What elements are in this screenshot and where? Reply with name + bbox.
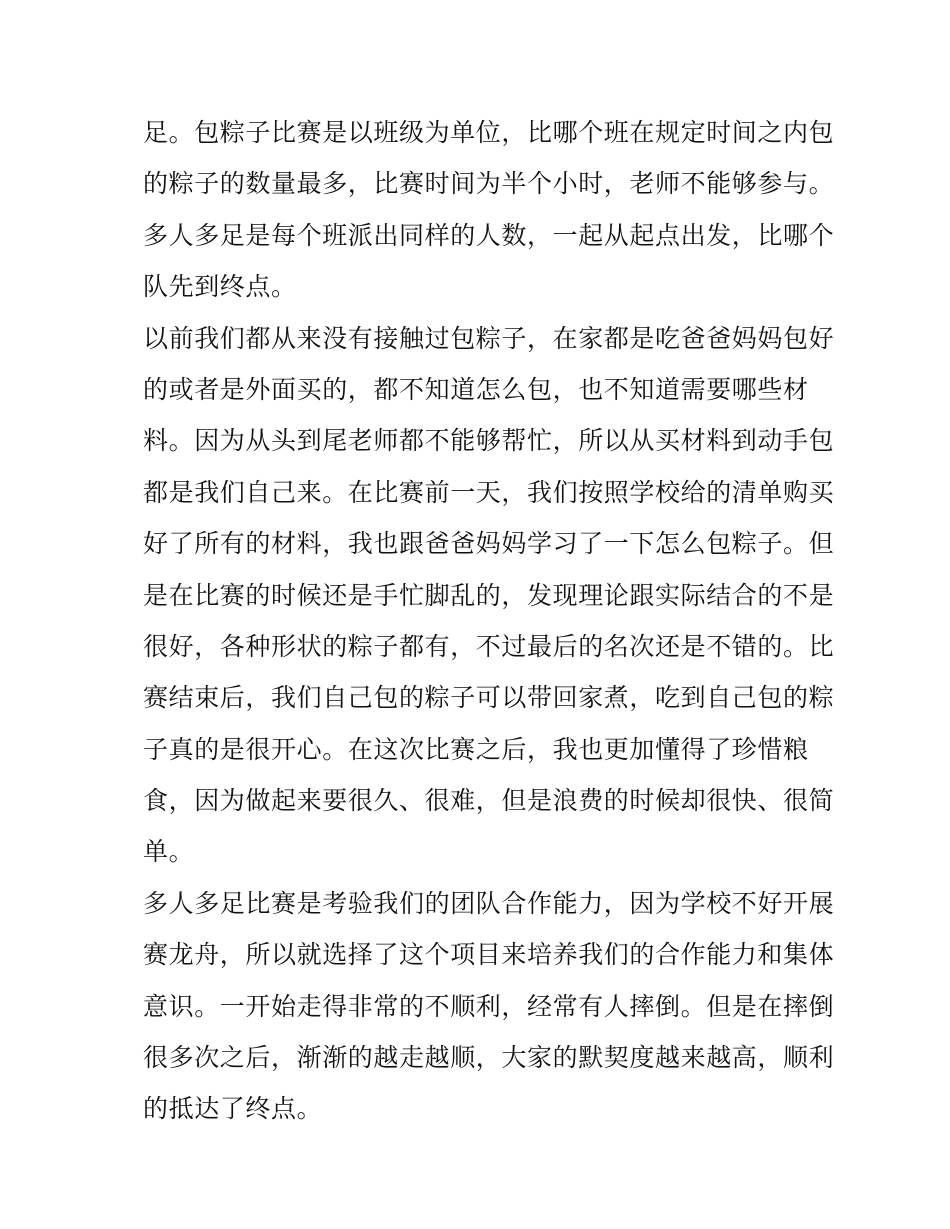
text-line: 足。包粽子比赛是以班级为单位，比哪个班在规定时间之内包: [143, 118, 835, 147]
text-line: 以前我们都从来没有接触过包粽子，在家都是吃爸爸妈妈包好: [143, 323, 835, 353]
text-line: 单。: [143, 837, 195, 867]
text-line: 好了所有的材料，我也跟爸爸妈妈学习了一下怎么包粽子。但: [143, 529, 835, 559]
text-line: 子真的是很开心。在这次比赛之后，我也更加懂得了珍惜粮: [143, 734, 809, 764]
text-line: 是在比赛的时候还是手忙脚乱的，发现理论跟实际结合的不是: [143, 580, 835, 610]
text-line: 赛结束后，我们自己包的粽子可以带回家煮，吃到自己包的粽: [143, 683, 835, 713]
text-line: 的粽子的数量最多，比赛时间为半个小时，老师不能够参与。: [143, 169, 835, 199]
text-line: 赛龙舟，所以就选择了这个项目来培养我们的合作能力和集体: [143, 940, 835, 970]
text-line: 的或者是外面买的，都不知道怎么包，也不知道需要哪些材: [143, 374, 809, 404]
text-line: 食，因为做起来要很久、很难，但是浪费的时候却很快、很简: [143, 786, 835, 816]
text-line: 的抵达了终点。: [143, 1094, 323, 1124]
text-line: 意识。一开始走得非常的不顺利，经常有人摔倒。但是在摔倒: [143, 991, 835, 1021]
body-text: [143, 107, 835, 1135]
text-line: 料。因为从头到尾老师都不能够帮忙，所以从买材料到动手包: [143, 426, 835, 456]
text-line: 多人多足比赛是考验我们的团队合作能力，因为学校不好开展: [143, 888, 835, 918]
text-line: 队先到终点。: [143, 272, 297, 302]
text-line: 很多次之后，渐渐的越走越顺，大家的默契度越来越高，顺利: [143, 1043, 835, 1073]
text-line: 很好，各种形状的粽子都有，不过最后的名次还是不错的。比: [143, 631, 835, 661]
text-line: 多人多足是每个班派出同样的人数，一起从起点出发，比哪个: [143, 220, 835, 250]
text-line: 都是我们自己来。在比赛前一天，我们按照学校给的清单购买: [143, 477, 835, 507]
